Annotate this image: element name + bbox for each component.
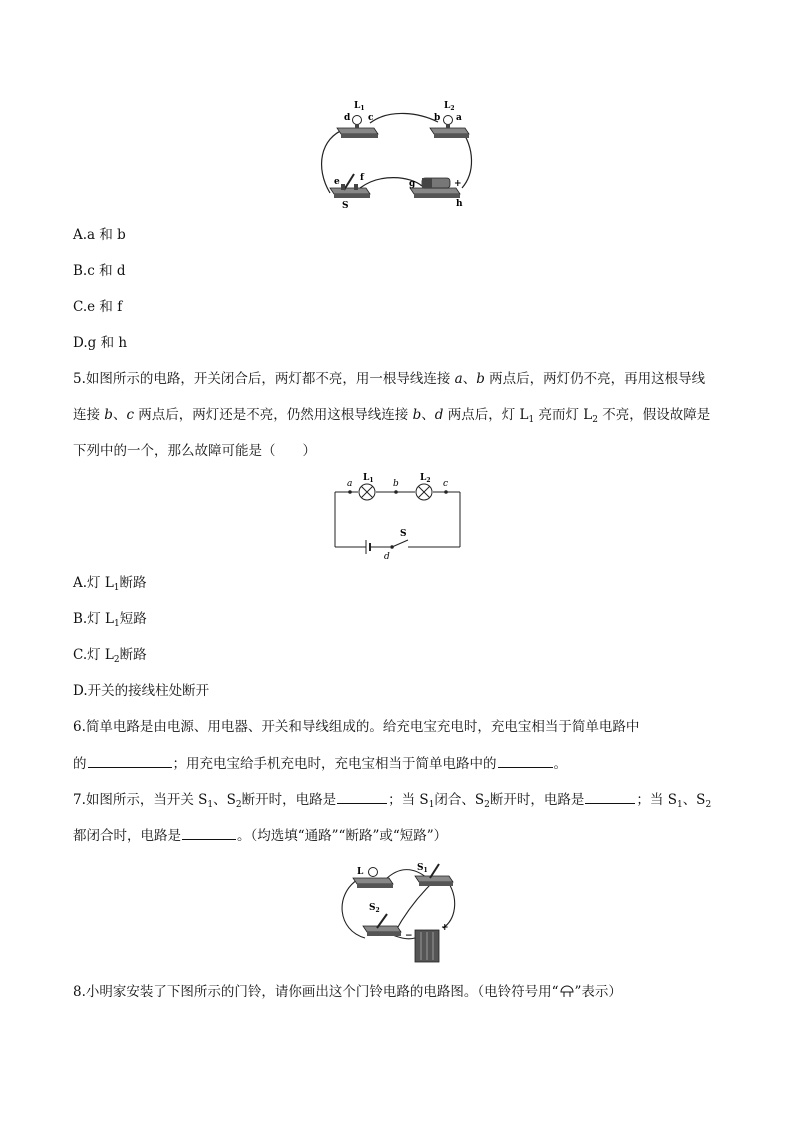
q4-option-d[interactable]: D.g 和 h [73,335,128,351]
q5-stem-line-3: 下列中的一个，那么故障可能是（ ） [73,443,316,459]
fig3-label-S1: $S_1$ [417,863,428,874]
q8-stem: 8.小明家安装了下图所示的门铃，请你画出这个门铃电路的电路图。（电铃符号用“ ”表示） [73,984,622,1000]
fig3-label-L: L [357,867,364,877]
q5-option-c[interactable]: C.灯 $L_2$断路 [73,647,147,665]
q6-stem-line-2: 的 ；用充电宝给手机充电时，充电宝相当于简单电路中的 。 [73,756,567,772]
q4-option-c[interactable]: C.e 和 f [73,299,123,315]
fig2-label-d: d [384,552,390,562]
fig3-label-S2: $S_2$ [369,903,380,914]
q6-blank-1[interactable] [88,754,172,768]
q6-blank-2[interactable] [498,754,553,768]
fig1-label-d: d [344,113,351,123]
fig1-label-f: f [360,173,364,183]
q7-blank-3[interactable] [182,826,236,840]
figure-3-circuit [335,850,460,970]
fig2-label-L1: $L_1$ [363,473,374,484]
q5-stem-line-1: 5.如图所示的电路，开关闭合后，两灯都不亮，用一根导线连接 a、b 两点后，两灯仍不亮，再用这根导线 [73,371,706,387]
fig2-label-S: S [400,529,407,539]
bell-symbol-icon [559,985,575,997]
fig3-label-plus: + [441,923,449,933]
fig1-label-h: h [456,199,463,209]
q5-option-b[interactable]: B.灯 $L_1$短路 [73,611,147,629]
fig2-label-c: c [443,479,449,489]
fig2-label-a: a [347,479,353,489]
q6-stem-line-1: 6.简单电路是由电源、用电器、开关和导线组成的。给充电宝充电时，充电宝相当于简单电路中 [73,719,640,735]
fig3-label-minus: − [405,931,413,941]
fig1-label-g: g [409,179,416,189]
fig2-label-L2: $L_2$ [420,473,431,484]
q7-stem-line-2: 都闭合时，电路是 。（均选填“通路”“断路”或“短路”） [73,828,448,844]
fig1-label-S: S [342,201,349,211]
q4-option-a[interactable]: A.a 和 b [73,227,126,243]
fig1-label-b: b [434,113,441,123]
q5-stem-line-2: 连接 b、c 两点后，两灯还是不亮，仍然用这根导线连接 b、d 两点后，灯 $L_1$ 亮而灯 $L_2$ 不亮，假设故障是 [73,407,711,425]
fig1-label-c: c [368,113,374,123]
q4-option-b[interactable]: B.c 和 d [73,263,126,279]
fig1-label-plus: + [454,179,462,189]
q7-stem-line-1: 7.如图所示，当开关 $S_1$、$S_2$断开时，电路是 ；当 $S_1$闭合、$S_2$断开时，电路是 ；当 $S_1$、$S_2$ [73,792,712,810]
q5-option-d[interactable]: D.开关的接线柱处断开 [73,683,210,699]
q7-blank-2[interactable] [585,790,635,804]
fig1-label-a: a [456,113,462,123]
figure-1-circuit [310,98,485,213]
figure-2-schematic [330,470,470,562]
fig1-label-e: e [334,177,340,187]
fig2-label-b: b [393,479,399,489]
fig1-label-L1: $L_1$ [354,101,365,112]
q7-blank-1[interactable] [337,790,387,804]
fig1-label-L2: $L_2$ [444,101,455,112]
q5-option-a[interactable]: A.灯 $L_1$断路 [73,575,147,593]
